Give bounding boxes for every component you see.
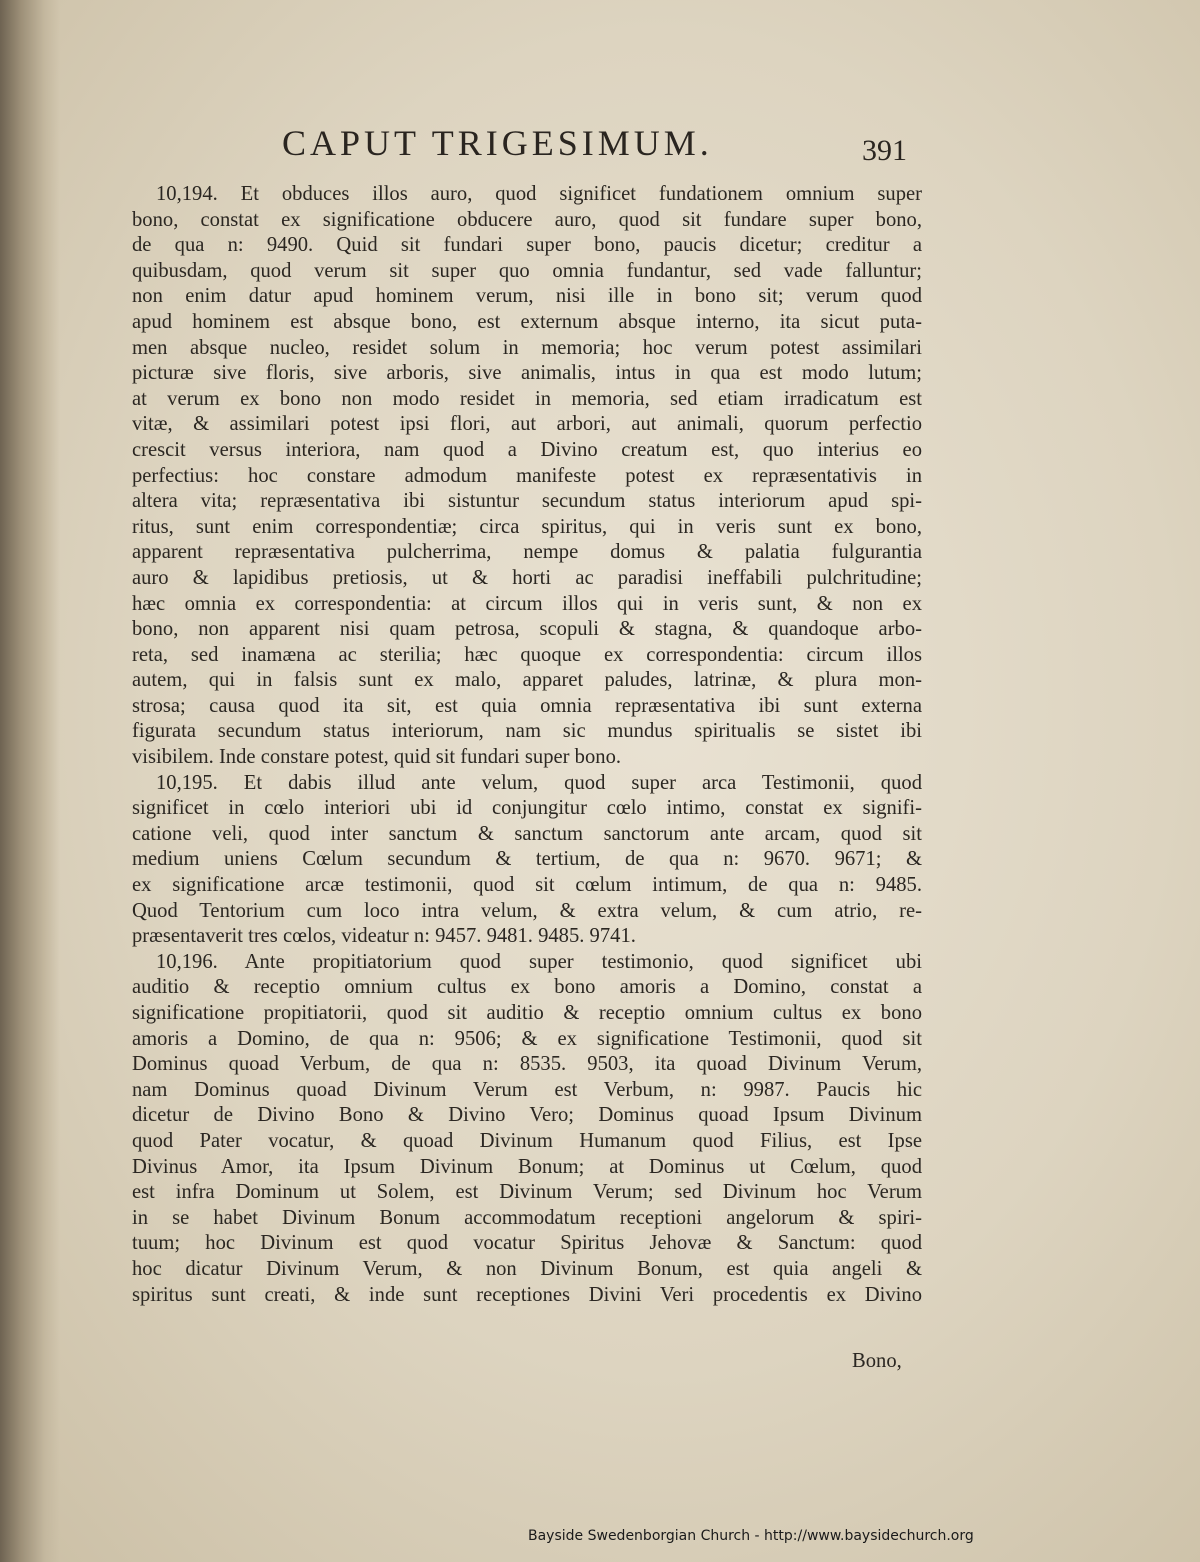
text-line: autem, qui in falsis sunt ex malo, apparet paludes, latrinæ, & plura mon- — [132, 669, 922, 692]
text-line: strosa; causa quod ita sit, est quia omnia repræsentativa ibi sunt externa — [132, 694, 922, 717]
text-line: perfectius: hoc constare admodum manifeste potest ex repræsentativis in — [132, 464, 922, 487]
text-line: apparent repræsentativa pulcherrima, nempe domus & palatia fulgurantia — [132, 541, 922, 564]
page-header — [0, 122, 1200, 182]
text-line: tuum; hoc Divinum est quod vocatur Spiritus Jehovæ & Sanctum: quod — [132, 1232, 922, 1255]
text-line: visibilem. Inde constare potest, quid sit fundari super bono. — [132, 746, 622, 769]
text-line: amoris a Domino, de qua n: 9506; & ex significatione Testimonii, quod sit — [132, 1027, 922, 1050]
body-text — [132, 182, 922, 1308]
text-line: 10,194. Et obduces illos auro, quod significet fundationem omnium super — [156, 183, 922, 205]
text-line: spiritus sunt creati, & inde sunt receptiones Divini Veri procedentis ex Divino — [132, 1283, 922, 1306]
text-line: reta, sed inamæna ac sterilia; hæc quoque ex correspondentia: circum illos — [132, 643, 922, 666]
text-line: significet in cœlo interiori ubi id conjungitur cœlo intimo, constat ex signifi- — [132, 797, 922, 820]
text-line: hoc dicatur Divinum Verum, & non Divinum Bonum, est quia angeli & — [132, 1257, 922, 1280]
text-line: est infra Dominum ut Solem, est Divinum Verum; sed Divinum hoc Verum — [132, 1181, 922, 1204]
text-line: 10,195. Et dabis illud ante velum, quod super arca Testimonii, quod — [156, 771, 922, 794]
text-line: ritus, sunt enim correspondentiæ; circa spiritus, qui in veris sunt ex bono, — [132, 515, 922, 538]
text-line: quod Pater vocatur, & quoad Divinum Humanum quod Filius, est Ipse — [132, 1129, 922, 1152]
page-spine-shadow — [0, 0, 60, 1562]
text-line: Dominus quoad Verbum, de qua n: 8535. 9503, ita quoad Divinum Verum, — [132, 1053, 922, 1076]
text-line: ex significatione arcæ testimonii, quod sit cœlum intimum, de qua n: 9485. — [132, 874, 922, 897]
text-line: catione veli, quod inter sanctum & sanctum sanctorum ante arcam, quod sit — [132, 822, 922, 845]
text-line: hæc omnia ex correspondentia: at circum illos qui in veris sunt, & non ex — [132, 592, 922, 615]
text-line: Divinus Amor, ita Ipsum Divinum Bonum; at Dominus ut Cœlum, quod — [132, 1155, 922, 1178]
text-line: 10,196. Ante propitiatorium quod super testimonio, quod significet ubi — [156, 950, 922, 973]
text-line: crescit versus interiora, nam quod a Divino creatum est, quo interius eo — [132, 438, 922, 461]
text-line: præsentaverit tres cœlos, videatur n: 9457. 9481. 9485. 9741. — [132, 925, 636, 948]
text-line: at verum ex bono non modo residet in memoria, sed etiam irradicatum est — [132, 387, 922, 410]
text-line: in se habet Divinum Bonum accommodatum receptioni angelorum & spiri- — [132, 1206, 922, 1229]
text-line: apud hominem est absque bono, est externum absque interno, ita sicut puta- — [132, 310, 922, 333]
catchword: Bono, — [852, 1350, 902, 1372]
text-line: bono, non apparent nisi quam petrosa, scopuli & stagna, & quandoque arbo- — [132, 618, 922, 641]
text-line: non enim datur apud hominem verum, nisi ille in bono sit; verum quod — [132, 285, 922, 308]
text-line: auro & lapidibus pretiosis, ut & horti ac paradisi ineffabili pulchritudine; — [132, 566, 922, 589]
text-line: bono, constat ex significatione obducere auro, quod sit fundare super bono, — [132, 208, 922, 231]
text-line: significatione propitiatorii, quod sit auditio & receptio omnium cultus ex bono — [132, 1002, 922, 1024]
text-line: picturæ sive floris, sive arboris, sive animalis, intus in qua est modo lutum; — [132, 362, 922, 385]
text-line: men absque nucleo, residet solum in memoria; hoc verum potest assimilari — [132, 336, 922, 359]
text-line: vitæ, & assimilari potest ipsi flori, aut arbori, aut animali, quorum perfectio — [132, 413, 922, 436]
text-line: figurata secundum status interiorum, nam sic mundus spiritualis se sistet ibi — [132, 720, 922, 743]
text-line: auditio & receptio omnium cultus ex bono amoris a Domino, constat a — [132, 976, 922, 999]
running-title: CAPUT TRIGESIMUM. — [282, 123, 713, 163]
text-line: medium uniens Cœlum secundum & tertium, de qua n: 9670. 9671; & — [132, 848, 922, 871]
text-line: altera vita; repræsentativa ibi sistuntur secundum status interiorum apud spi- — [132, 490, 922, 513]
text-line: nam Dominus quoad Divinum Verum est Verbum, n: 9987. Paucis hic — [132, 1078, 922, 1101]
text-line: Quod Tentorium cum loco intra velum, & extra velum, & cum atrio, re- — [132, 899, 922, 922]
text-line: de qua n: 9490. Quid sit fundari super bono, paucis dicetur; creditur a — [132, 234, 922, 257]
text-line: dicetur de Divino Bono & Divino Vero; Dominus quoad Ipsum Divinum — [132, 1104, 922, 1127]
footer-credit: Bayside Swedenborgian Church - http://www.baysidechurch.org — [528, 1528, 974, 1544]
page-number: 391 — [862, 134, 907, 167]
text-line: quibusdam, quod verum sit super quo omnia fundantur, sed vade falluntur; — [132, 259, 922, 282]
